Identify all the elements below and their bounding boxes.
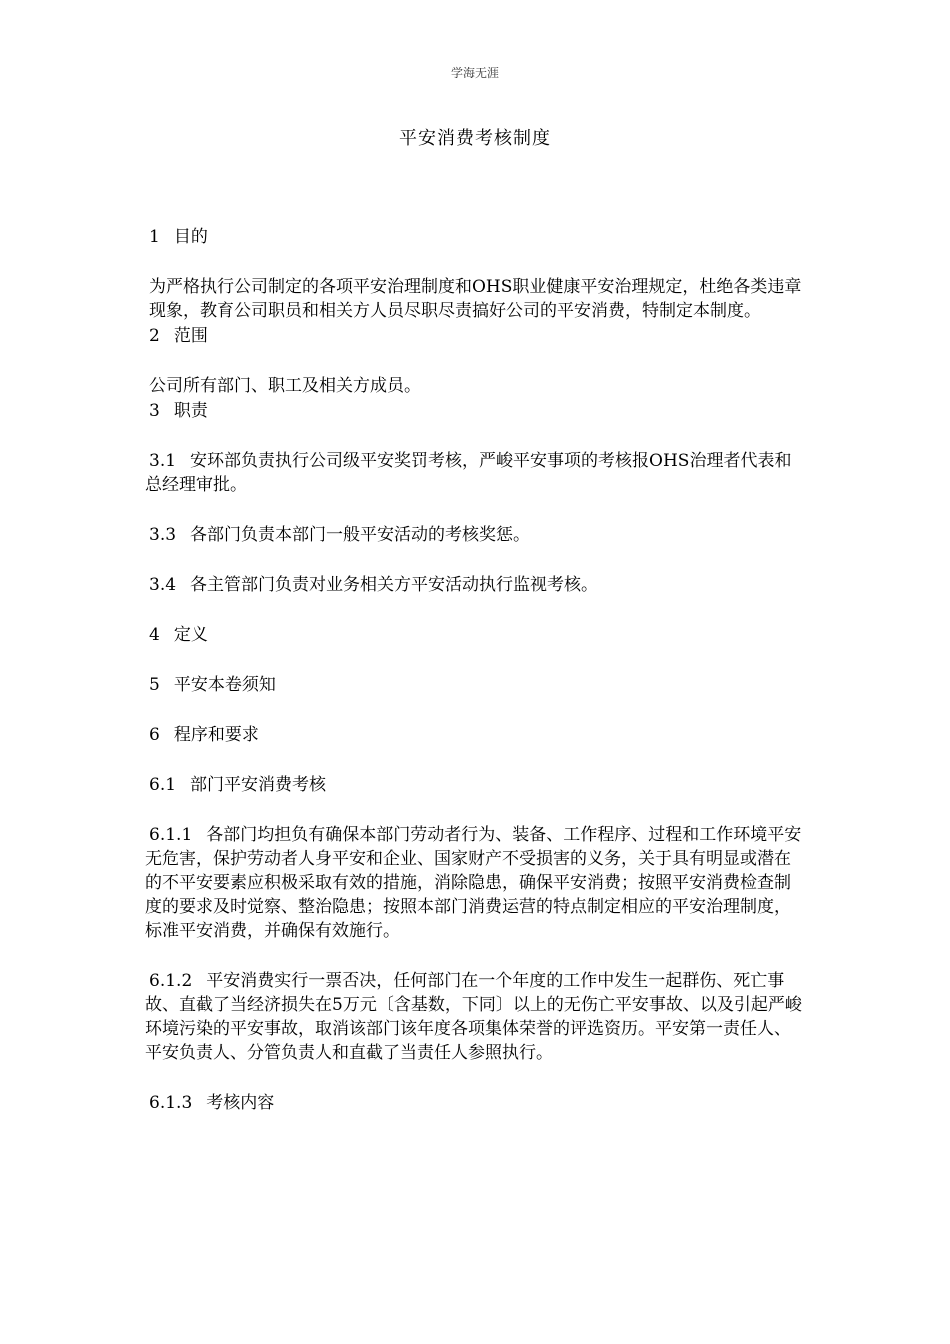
section-heading: 定义 <box>173 625 208 645</box>
section-text: 考核内容 <box>206 1093 275 1113</box>
section-text: 各主管部门负责对业务相关方平安活动执行监视考核。 <box>190 575 599 595</box>
section-heading: 平安本卷须知 <box>173 675 276 695</box>
section-2-body: 公司所有部门、职工及相关方成员。 <box>149 376 421 396</box>
section-6-1-3 <box>145 1091 805 1115</box>
section-3-heading <box>145 399 805 423</box>
section-number: 4 <box>149 625 160 645</box>
section-number: 6.1.1 <box>149 825 193 845</box>
section-text: 安环部负责执行公司级平安奖罚考核，严峻平安事项的考核报OHS治理者代表和总经理审批。 <box>145 451 792 495</box>
section-number: 5 <box>149 675 160 695</box>
document-body <box>145 225 805 1115</box>
document-title: 平安消费考核制度 <box>399 128 551 149</box>
section-2-heading <box>145 324 805 348</box>
section-text: 部门平安消费考核 <box>190 775 327 795</box>
section-5-heading <box>145 673 805 697</box>
section-text: 平安消费实行一票否决，任何部门在一个年度的工作中发生一起群伤、死亡事故、直截了当经济损失在5万元〔含基数，下同〕以上的无伤亡平安事故、以及引起严峻环境污染的平安事故，取消该部门该年度各项集体荣誉的评选资历。平安第一责任人、平安负责人、分管负责人和直截了当责任人参照执行。 <box>145 971 802 1063</box>
section-number: 6 <box>149 725 160 745</box>
section-6-1 <box>145 773 805 797</box>
section-text: 各部门负责本部门一般平安活动的考核奖惩。 <box>190 525 531 545</box>
section-number: 3 <box>149 401 160 421</box>
section-3-4 <box>145 573 805 597</box>
section-number: 3.1 <box>149 451 177 471</box>
section-number: 3.4 <box>149 575 177 595</box>
section-6-heading <box>145 723 805 747</box>
section-number: 3.3 <box>149 525 177 545</box>
section-1-body: 为严格执行公司制定的各项平安治理制度和OHS职业健康平安治理规定，杜绝各类违章现象，教育公司职员和相关方人员尽职尽责搞好公司的平安消费，特制定本制度。 <box>149 277 802 321</box>
section-number: 1 <box>149 227 160 247</box>
section-6-1-2 <box>145 969 805 1065</box>
section-number: 2 <box>149 326 160 346</box>
page-header: 学海无涯 <box>450 66 499 80</box>
section-1-heading <box>145 225 805 249</box>
section-6-1-1 <box>145 823 805 943</box>
section-3-3 <box>145 523 805 547</box>
section-text: 各部门均担负有确保本部门劳动者行为、装备、工作程序、过程和工作环境平安无危害，保护劳动者人身平安和企业、国家财产不受损害的义务，关于具有明显或潜在的不平安要素应积极采取有效的措施，消除隐患，确保平安消费；按照平安消费检查制度的要求及时觉察、整治隐患；按照本部门消费运营的特点制定相应的平安治理制度，标准平安消费，并确保有效施行。 <box>145 825 802 941</box>
section-number: 6.1.2 <box>149 971 193 991</box>
section-heading: 目的 <box>173 227 208 247</box>
section-number: 6.1 <box>149 775 177 795</box>
section-heading: 范围 <box>173 326 208 346</box>
section-3-1 <box>145 449 805 497</box>
section-heading: 程序和要求 <box>173 725 259 745</box>
section-heading: 职责 <box>173 401 208 421</box>
section-4-heading <box>145 623 805 647</box>
section-number: 6.1.3 <box>149 1093 193 1113</box>
